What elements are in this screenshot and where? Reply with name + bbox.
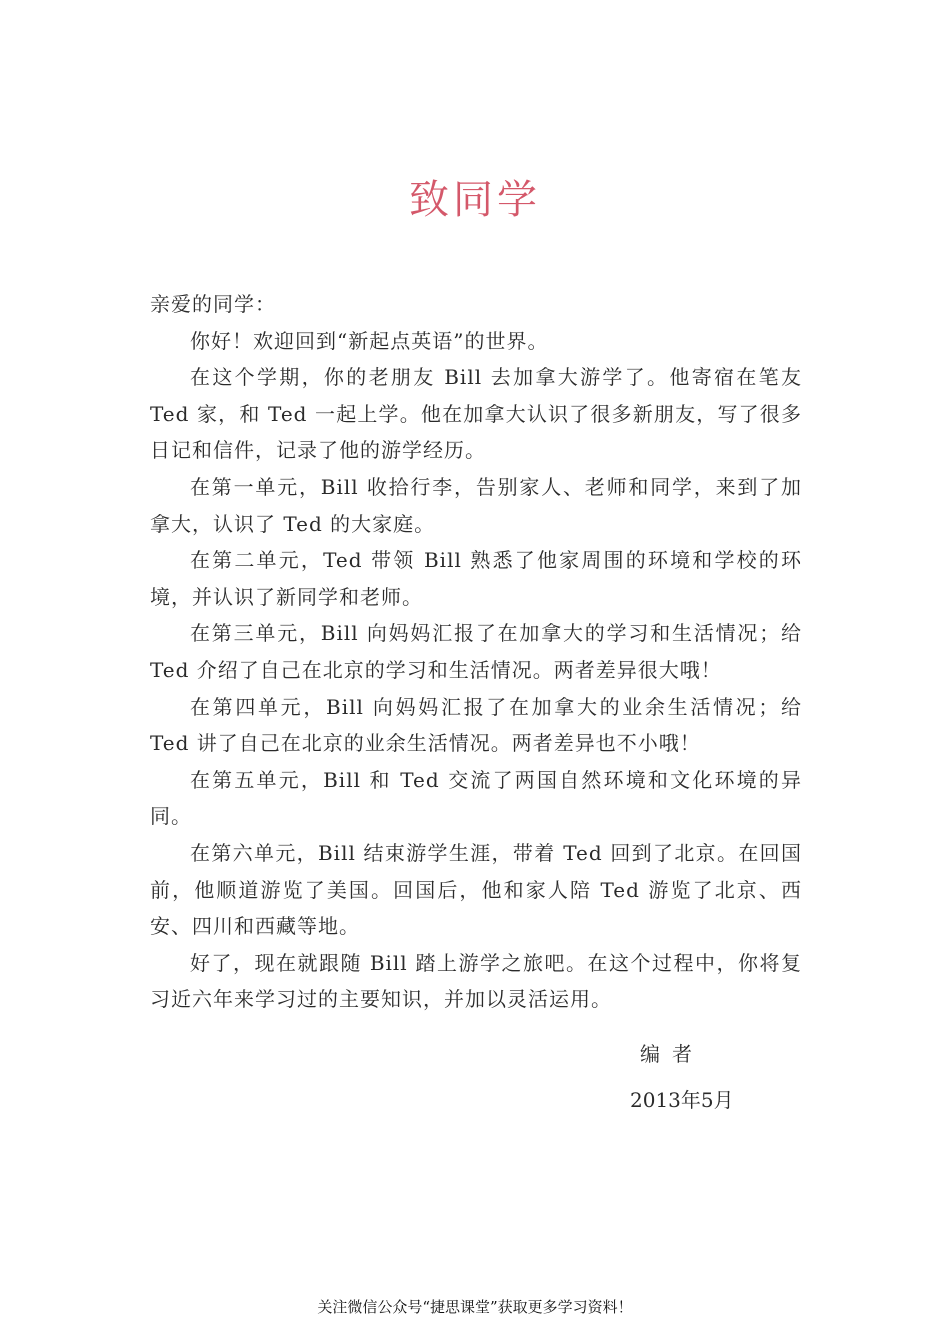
paragraph-unit-5: 在第五单元，Bill 和 Ted 交流了两国自然环境和文化环境的异同。 — [150, 767, 802, 829]
signature: 编者 — [640, 1042, 704, 1066]
page-title: 致同学 — [409, 177, 541, 223]
greeting: 亲爱的同学： — [150, 292, 276, 316]
paragraph-unit-2: 在第二单元，Ted 带领 Bill 熟悉了他家周围的环境和学校的环境，并认识了新同学和老师。 — [150, 548, 802, 609]
paragraph-unit-6: 在第六单元，Bill 结束游学生涯，带着 Ted 回到了北京。在回国前，他顺道游览了美国。回国后，他和家人陪 Ted 游览了北京、西安、四川和西藏等地。 — [150, 840, 802, 939]
paragraph-intro: 在这个学期，你的老朋友 Bill 去加拿大游学了。他寄宿在笔友 Ted 家，和 Ted 一起上学。他在加拿大认识了很多新朋友，写了很多日记和信件，记录了他的游学经历。 — [150, 365, 802, 463]
date: 2013年5月 — [630, 1088, 734, 1112]
paragraph-welcome: 你好！欢迎回到“新起点英语”的世界。 — [190, 328, 549, 353]
paragraph-unit-1: 在第一单元，Bill 收拾行李，告别家人、老师和同学，来到了加拿大，认识了 Ted 的大家庭。 — [150, 474, 802, 536]
paragraph-unit-4: 在第四单元，Bill 向妈妈汇报了在加拿大的业余生活情况；给 Ted 讲了自己在北京的业余生活情况。两者差异也不小哦！ — [150, 694, 802, 756]
paragraph-closing: 好了，现在就跟随 Bill 踏上游学之旅吧。在这个过程中，你将复习近六年来学习过的主要知识，并加以灵活运用。 — [150, 950, 802, 1012]
letter-body — [150, 286, 802, 1018]
footer-note: 关注微信公众号“捷思课堂”获取更多学习资料！ — [317, 1298, 633, 1316]
paragraph-unit-3: 在第三单元，Bill 向妈妈汇报了在加拿大的学习和生活情况；给 Ted 介绍了自己在北京的学习和生活情况。两者差异很大哦！ — [150, 621, 802, 682]
